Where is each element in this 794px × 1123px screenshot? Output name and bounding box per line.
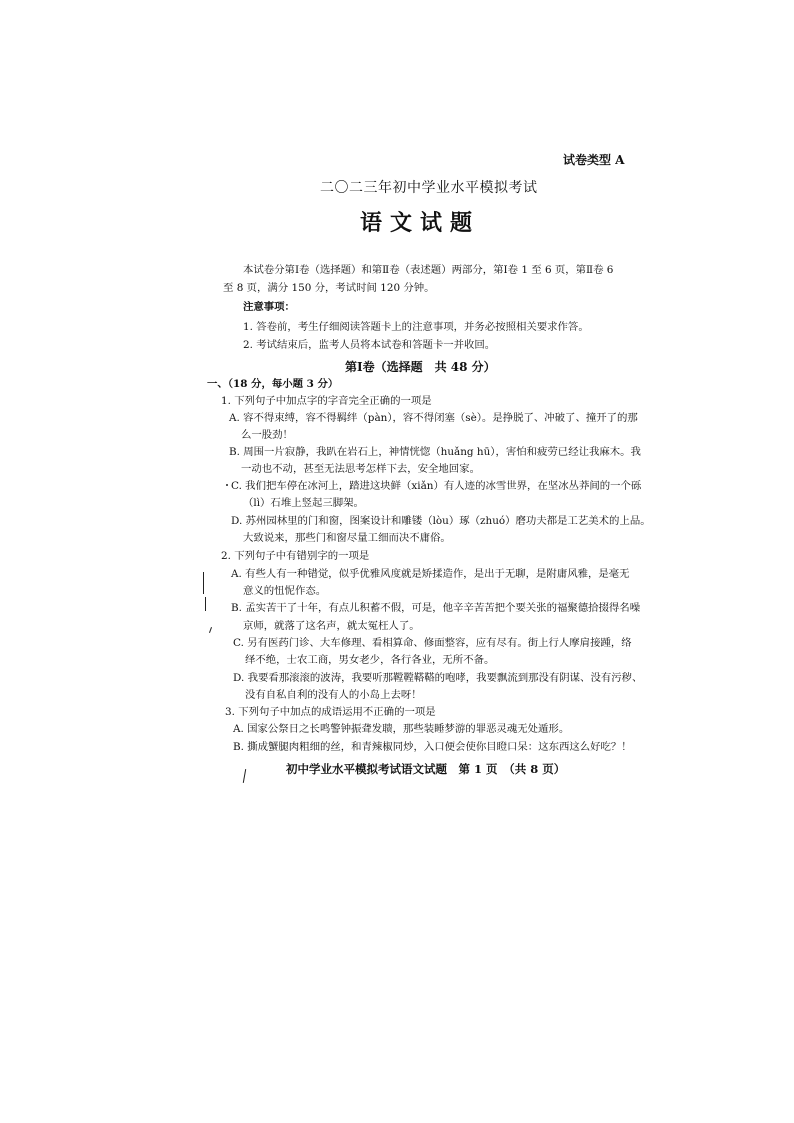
q2-option-d-line-2: 没有自私自利的没有人的小岛上去呀！ bbox=[245, 689, 422, 701]
notes-title: 注意事项： bbox=[243, 301, 295, 313]
part1-heading: 一、（18 分，每小题 3 分） bbox=[207, 378, 339, 390]
q2-option-c-line-2: 绎不绝，士农工商，男女老少，各行各业，无所不备。 bbox=[245, 654, 495, 666]
scan-margin-mark bbox=[205, 597, 206, 611]
q1-stem: 1. 下列句子中加点字的字音完全正确的一项是 bbox=[221, 395, 432, 407]
q3-stem: 3. 下列句子中加点的成语运用不正确的一项是 bbox=[225, 706, 436, 718]
q1-option-b-line-2: 一动也不动，甚至无法思考怎样下去，安全地回家。 bbox=[241, 463, 480, 475]
paper-type-label: 试卷类型 A bbox=[563, 153, 625, 167]
q1-option-d-line-2: 大致说来，那些门和窗尽量工细而决不庸俗。 bbox=[243, 532, 451, 544]
subject-title: 语文试题 bbox=[360, 210, 481, 236]
notes-item-1: 1. 答卷前，考生仔细阅读答题卡上的注意事项，并务必按照相关要求作答。 bbox=[243, 321, 589, 333]
q1-option-c-line-1: C. 我们把车停在冰河上，踏进这块鲜（xiǎn）有人迹的冰雪世界，在坚冰丛莽间的一个砾 bbox=[231, 480, 642, 492]
q2-option-a-line-2: 意义的忸怩作态。 bbox=[243, 585, 327, 597]
q1-option-d-line-1: D. 苏州园林里的门和窗，图案设计和雕镂（lòu）琢（zhuó）磨功夫都是工艺美术的上品。 bbox=[231, 515, 651, 527]
q2-option-b-line-1: B. 孟实苦干了十年，有点儿积蓄不假，可是，他辛辛苦苦把个要关张的福聚德拾掇得名噪 bbox=[231, 602, 641, 614]
scan-speck bbox=[226, 484, 228, 486]
q2-stem: 2. 下列句子中有错别字的一项是 bbox=[221, 550, 370, 562]
scan-margin-mark bbox=[209, 627, 212, 633]
section-title: 第Ⅰ卷（选择题 共 48 分） bbox=[345, 360, 496, 374]
q1-option-a-line-1: A. 容不得束缚，容不得羁绊（pàn），容不得闭塞（sè）。是挣脱了、冲破了、撞开了的那 bbox=[229, 412, 638, 424]
q3-option-b: B. 撕成蟹腿肉粗细的丝，和青辣椒同炒，入口便会使你目瞪口呆：这东西这么好吃？！ bbox=[233, 741, 632, 753]
q1-option-a-line-2: 么一股劲！ bbox=[241, 429, 293, 441]
exam-title: 二〇二三年初中学业水平模拟考试 bbox=[320, 180, 538, 196]
scan-margin-mark bbox=[243, 769, 246, 783]
q2-option-d-line-1: D. 我要看那滚滚的波涛，我要听那鞺鞺鞳鞳的咆哮，我要飘流到那没有阴谋、没有污秽、 bbox=[233, 672, 643, 684]
scan-margin-mark bbox=[203, 572, 204, 594]
page-footer: 初中学业水平模拟考试语文试题 第 1 页 （共 8 页） bbox=[286, 762, 566, 776]
q1-option-c-line-2: （lì）石堆上竖起三脚架。 bbox=[243, 497, 364, 509]
intro-line-1: 本试卷分第Ⅰ卷（选择题）和第Ⅱ卷（表述题）两部分，第Ⅰ卷 1 至 6 页，第Ⅱ卷 6 bbox=[243, 264, 614, 276]
notes-item-2: 2. 考试结束后，监考人员将本试卷和答题卡一并收回。 bbox=[243, 339, 496, 351]
q2-option-a-line-1: A. 有些人有一种错觉，似乎优雅风度就是矫揉造作，是出于无聊，是附庸风雅，是毫无 bbox=[231, 568, 630, 580]
intro-line-2: 至 8 页，满分 150 分，考试时间 120 分钟。 bbox=[223, 282, 435, 294]
q2-option-b-line-2: 京师，就落了这名声，就太冤枉人了。 bbox=[243, 620, 420, 632]
q3-option-a: A. 国家公祭日之长鸣警钟振聋发聩，那些装睡梦游的罪恶灵魂无处遁形。 bbox=[233, 723, 570, 735]
q2-option-c-line-1: C. 另有医药门诊、大车修理、看相算命、修面整容，应有尽有。街上行人摩肩接踵，络 bbox=[233, 637, 632, 649]
q1-option-b-line-1: B. 周围一片寂静，我趴在岩石上，神情恍惚（huǎng hū），害怕和疲劳已经让我麻木。我 bbox=[229, 446, 641, 458]
